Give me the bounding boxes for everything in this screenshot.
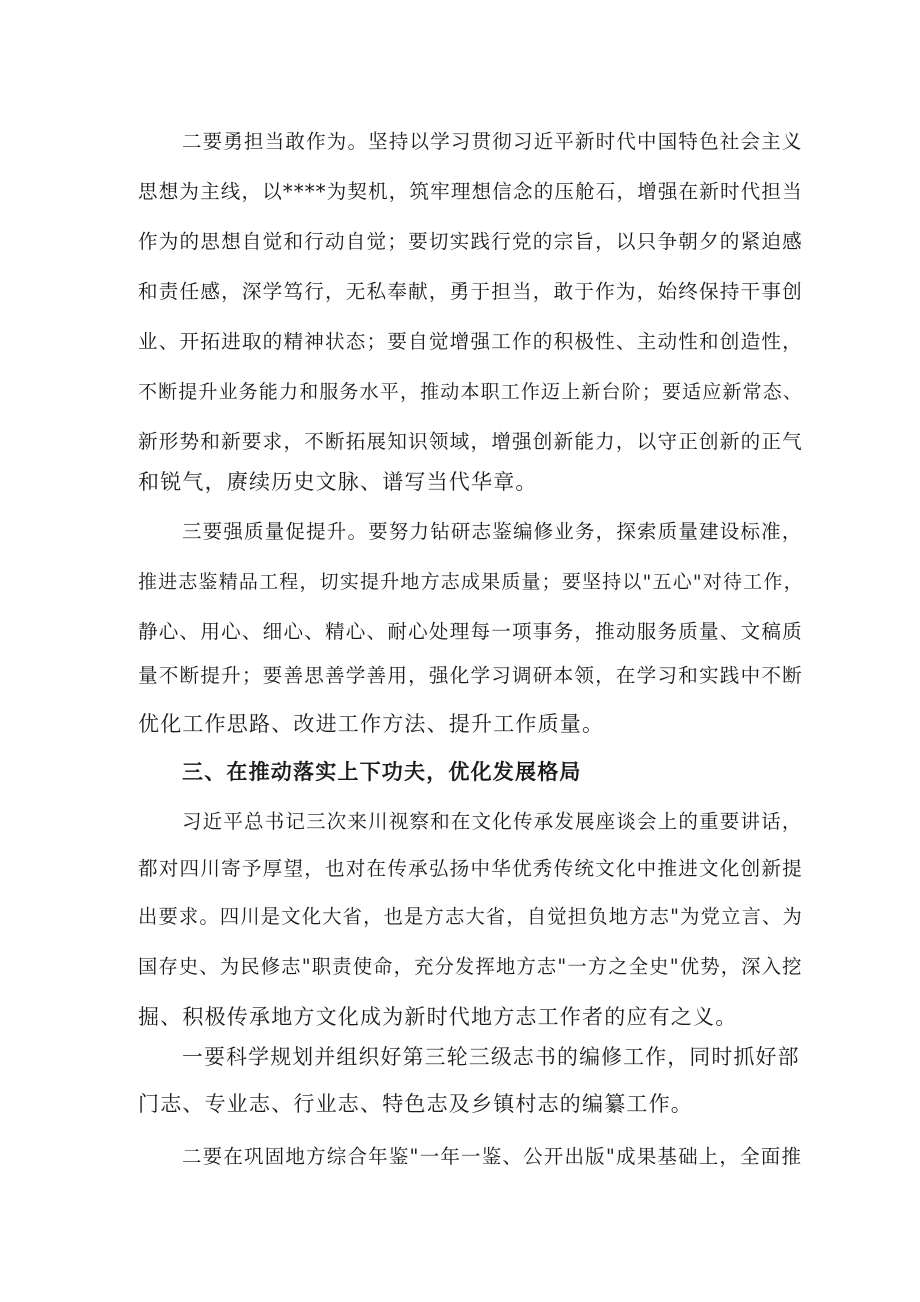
text-line: 门志、专业志、行业志、特色志及乡镇村志的编纂工作。 — [138, 1092, 693, 1116]
section-heading: 三、在推动落实上下功夫，优化发展格局 — [182, 759, 582, 784]
text-line: 二要勇担当敢作为。坚持以学习贯彻习近平新时代中国特色社会主义 — [182, 130, 803, 153]
text-line: 新形势和新要求，不断拓展知识领域，增强创新能力，以守正创新的正气 — [138, 430, 803, 453]
text-line: 思想为主线，以****为契机，筑牢理想信念的压舱石，增强在新时代担当 — [138, 180, 803, 203]
text-line: 习近平总书记三次来川视察和在文化传承发展座谈会上的重要讲话， — [182, 810, 803, 833]
text-line: 都对四川寄予厚望，也对在传承弘扬中华优秀传统文化中推进文化创新提 — [138, 857, 803, 880]
text-line: 静心、用心、细心、精心、耐心处理每一项事务，推动服务质量、文稿质 — [138, 620, 803, 643]
text-line: 二要在巩固地方综合年鉴"一年一鉴、公开出版"成果基础上，全面推 — [182, 1145, 803, 1168]
text-line: 业、开拓进取的精神状态；要自觉增强工作的积极性、主动性和创造性， — [138, 330, 803, 353]
text-line: 掘、积极传承地方文化成为新时代地方志工作者的应有之义。 — [138, 1005, 738, 1029]
text-line: 三要强质量促提升。要努力钻研志鉴编修业务，探索质量建设标准， — [182, 520, 803, 543]
text-line: 国存史、为民修志"职责使命，充分发挥地方志"一方之全史"优势，深入挖 — [138, 955, 803, 978]
text-line: 作为的思想自觉和行动自觉；要切实践行党的宗旨，以只争朝夕的紧迫感 — [138, 230, 803, 253]
text-line: 和锐气，赓续历史文脉、谱写当代华章。 — [138, 470, 538, 494]
text-line: 不断提升业务能力和服务水平，推动本职工作迈上新台阶；要适应新常态、 — [138, 381, 804, 403]
text-line: 出要求。四川是文化大省，也是方志大省，自觉担负地方志"为党立言、为 — [138, 905, 803, 928]
text-line: 和责任感，深学笃行，无私奉献，勇于担当，敢于作为，始终保持干事创 — [138, 280, 803, 303]
text-line: 一要科学规划并组织好第三轮三级志书的编修工作，同时抓好部 — [182, 1045, 800, 1069]
text-line: 优化工作思路、改进工作方法、提升工作质量。 — [138, 712, 605, 736]
text-line: 推进志鉴精品工程，切实提升地方志成果质量；要坚持以"五心"对待工作， — [138, 571, 804, 593]
text-line: 量不断提升；要善思善学善用，强化学习调研本领，在学习和实践中不断 — [138, 664, 803, 687]
